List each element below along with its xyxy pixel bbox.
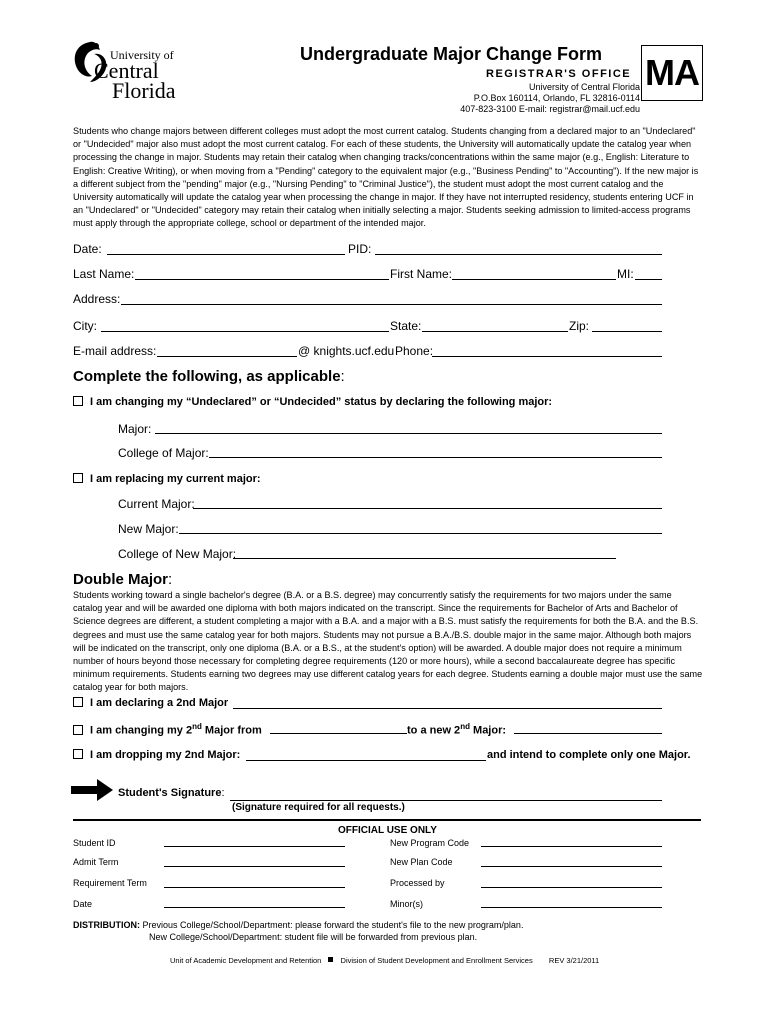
option-replace-major[interactable]	[73, 473, 261, 485]
email-field[interactable]	[157, 356, 297, 357]
processed-by-field[interactable]	[481, 887, 662, 888]
official-label: Requirement Term	[73, 878, 147, 888]
option-label: to a new 2	[407, 724, 461, 737]
address-field[interactable]	[121, 304, 662, 305]
mi-label: MI:	[617, 267, 634, 281]
pid-label: PID:	[348, 242, 372, 256]
from-major-field[interactable]	[270, 733, 407, 734]
option-drop-second-major[interactable]	[73, 749, 240, 761]
address-label: Address:	[73, 292, 121, 306]
requirement-term-field[interactable]	[164, 887, 345, 888]
checkbox-icon[interactable]	[73, 473, 83, 483]
option-label: Major:	[469, 724, 507, 737]
official-label: Admit Term	[73, 857, 119, 867]
major-label: Major:	[118, 422, 152, 436]
checkbox-icon[interactable]	[73, 697, 83, 707]
date-official-field[interactable]	[164, 907, 345, 908]
email-domain: @ knights.ucf.edu	[298, 344, 395, 358]
distribution-label: DISTRIBUTION	[73, 920, 137, 930]
arrow-right-icon	[71, 779, 113, 801]
logo-text-florida: Florida	[112, 78, 176, 103]
double-major-heading-colon: :	[168, 571, 173, 588]
bullet-square-icon	[328, 957, 333, 962]
double-major-paragraph: Students working toward a single bachelor's degree (B.A. or a B.S. degree) may concurrently satisfy the requirements for two majors under the same catalog year and will be awarded one diploma with both majors indicated on the transcript. Since the requirements for Bachelor of Arts and Bachelor of Science degrees are different, a student completing a major with a B.A. and a major with a B.S. must satisfy the requirements for both the B.A. and the B.S. degrees and must use the same catalog year for both majors. Students may not pursue a B.A./B.S. double major in the same major. Although both majors will be indicated on the transcript, only one diploma (B.A. or a B.S., at the student's option) will be awarded. A double major does not require a minimum number of hours beyond those necessary for completing degree requirements (120 or more hours), while a second baccalaureate degree has specific minimum requirements. Students earning two degrees may use different catalog years for each degree. Students earning a double major must use the same catalog year for both majors.	[73, 590, 703, 693]
last-name-field[interactable]	[135, 279, 389, 280]
form-title: Undergraduate Major Change Form	[300, 44, 603, 64]
city-field[interactable]	[101, 331, 389, 332]
footer-rev: REV 3/21/2011	[548, 956, 600, 965]
option-label: I am changing my “Undeclared” or “Undecided” status by declaring the following major:	[90, 396, 553, 408]
official-label: Processed by	[390, 878, 445, 888]
divider	[73, 819, 701, 821]
section-heading-colon: :	[340, 368, 345, 385]
signature-field[interactable]	[230, 800, 662, 801]
to-major-field[interactable]	[514, 733, 662, 734]
signature-note: (Signature required for all requests.)	[232, 802, 405, 813]
double-major-heading	[73, 571, 172, 588]
official-label: New Plan Code	[390, 857, 453, 867]
official-label: Date	[73, 899, 93, 909]
official-label: Minor(s)	[390, 899, 423, 909]
double-major-heading-text: Double Major	[73, 571, 169, 588]
admit-term-field[interactable]	[164, 866, 345, 867]
drop-suffix: and intend to complete only one Major.	[487, 749, 691, 761]
first-name-field[interactable]	[452, 279, 616, 280]
option-label: I am replacing my current major:	[90, 473, 261, 485]
date-field[interactable]	[107, 254, 345, 255]
distribution-line: New College/School/Department: student file will be forwarded from previous plan.	[149, 932, 478, 942]
option-label: I am dropping my 2nd Major:	[90, 749, 241, 761]
major-field[interactable]	[155, 433, 662, 434]
first-name-label: First Name:	[390, 267, 453, 281]
state-field[interactable]	[422, 331, 568, 332]
office-address	[460, 82, 640, 115]
distribution: DISTRIBUTION: Previous College/School/Department: please forward the student's file to the new program/plan. New College/School/Department: student file will be forwarded from previous plan.	[73, 920, 524, 942]
phone-label: Phone:	[395, 344, 434, 358]
address-line: University of Central Florida	[528, 82, 640, 92]
signature-label: Student's Signature:	[118, 787, 225, 799]
footer-unit: Unit of Academic Development and Retention	[170, 956, 322, 965]
section-heading	[73, 368, 345, 385]
current-major-field[interactable]	[193, 508, 662, 509]
phone-field[interactable]	[432, 356, 662, 357]
superscript: nd	[460, 722, 470, 731]
option-label: I am declaring a 2nd Major	[90, 697, 229, 709]
current-major-label: Current Major:	[118, 497, 195, 511]
zip-label: Zip:	[569, 319, 590, 333]
option-label: I am changing my 2	[90, 724, 193, 737]
city-label: City:	[73, 319, 97, 333]
new-plan-code-field[interactable]	[481, 866, 662, 867]
mi-field[interactable]	[635, 279, 662, 280]
second-major-field[interactable]	[233, 708, 662, 709]
email-label: E-mail address:	[73, 344, 157, 358]
footer-division: Division of Student Development and Enrollment Services	[340, 956, 533, 965]
college-new-major-label: College of New Major:	[118, 547, 237, 561]
college-of-major-field[interactable]	[209, 457, 662, 458]
zip-field[interactable]	[592, 331, 662, 332]
college-new-major-field[interactable]	[233, 558, 616, 559]
footer	[170, 956, 599, 965]
new-major-field[interactable]	[179, 533, 662, 534]
distribution-line: Previous College/School/Department: please forward the student's file to the new program/plan.	[142, 920, 524, 930]
signature-label-text: Student's Signature	[118, 787, 222, 799]
address-line: 407-823-3100 E-mail: registrar@mail.ucf.edu	[460, 104, 640, 114]
new-program-code-field[interactable]	[481, 846, 662, 847]
option-declare-major[interactable]	[73, 396, 552, 408]
state-label: State:	[390, 319, 422, 333]
logo-text-central: Central	[94, 58, 159, 83]
intro-paragraph: Students who change majors between different colleges must adopt the most current catalog. Students changing from a declared major to an "Undeclared" or "Undecided" major also must adopt the most current catalog. For each of these students, the University will automatically update the catalog year when processing the change in major. Students may retain their catalog when changing tracks/concentrations within the same major (e.g., English: Literature to English: Creative Writing), or when moving from a "Pending" category to the equivalent major (e.g., "Business Pending" to "Accounting"). If the new major is a different subject from the "pending" major (e.g., "Nursing Pending" to "Criminal Justice"), the student must adopt the most current catalog and the University automatically will update the catalog year when processing the change in major. If they have not interrupted residency, students entering UCF in an "Undeclared" or "Undecided" category may retain their catalog when initially selecting a major. Students seeking admission to limited-access programs must apply through the appropriate college, school or department of the intended major.	[73, 126, 699, 229]
date-label: Date:	[73, 242, 102, 256]
section-heading-text: Complete the following, as applicable	[73, 368, 341, 385]
option-change-second-major[interactable]	[73, 722, 262, 737]
superscript: nd	[192, 722, 202, 731]
drop-major-field[interactable]	[246, 760, 486, 761]
official-label: New Program Code	[390, 838, 470, 848]
college-of-major-label: College of Major:	[118, 446, 209, 460]
checkbox-icon[interactable]	[73, 749, 83, 759]
option-declare-second-major[interactable]	[73, 697, 228, 709]
option-label: Major from	[201, 724, 262, 737]
checkbox-icon[interactable]	[73, 725, 83, 735]
last-name-label: Last Name:	[73, 267, 135, 281]
registrar-office: REGISTRAR'S OFFICE	[486, 68, 632, 80]
checkbox-icon[interactable]	[73, 396, 83, 406]
official-use-heading: OFFICIAL USE ONLY	[338, 825, 437, 836]
pid-field[interactable]	[375, 254, 662, 255]
minors-field[interactable]	[481, 907, 662, 908]
official-label: Student ID	[73, 838, 116, 848]
new-major-label: New Major:	[118, 522, 179, 536]
logo-text-university: University of	[110, 48, 174, 62]
to-new-label	[407, 722, 506, 737]
address-line: P.O.Box 160114, Orlando, FL 32816-0114	[473, 93, 640, 103]
student-id-field[interactable]	[164, 846, 345, 847]
ucf-logo	[70, 38, 190, 108]
form-code-box: MA	[641, 45, 703, 101]
